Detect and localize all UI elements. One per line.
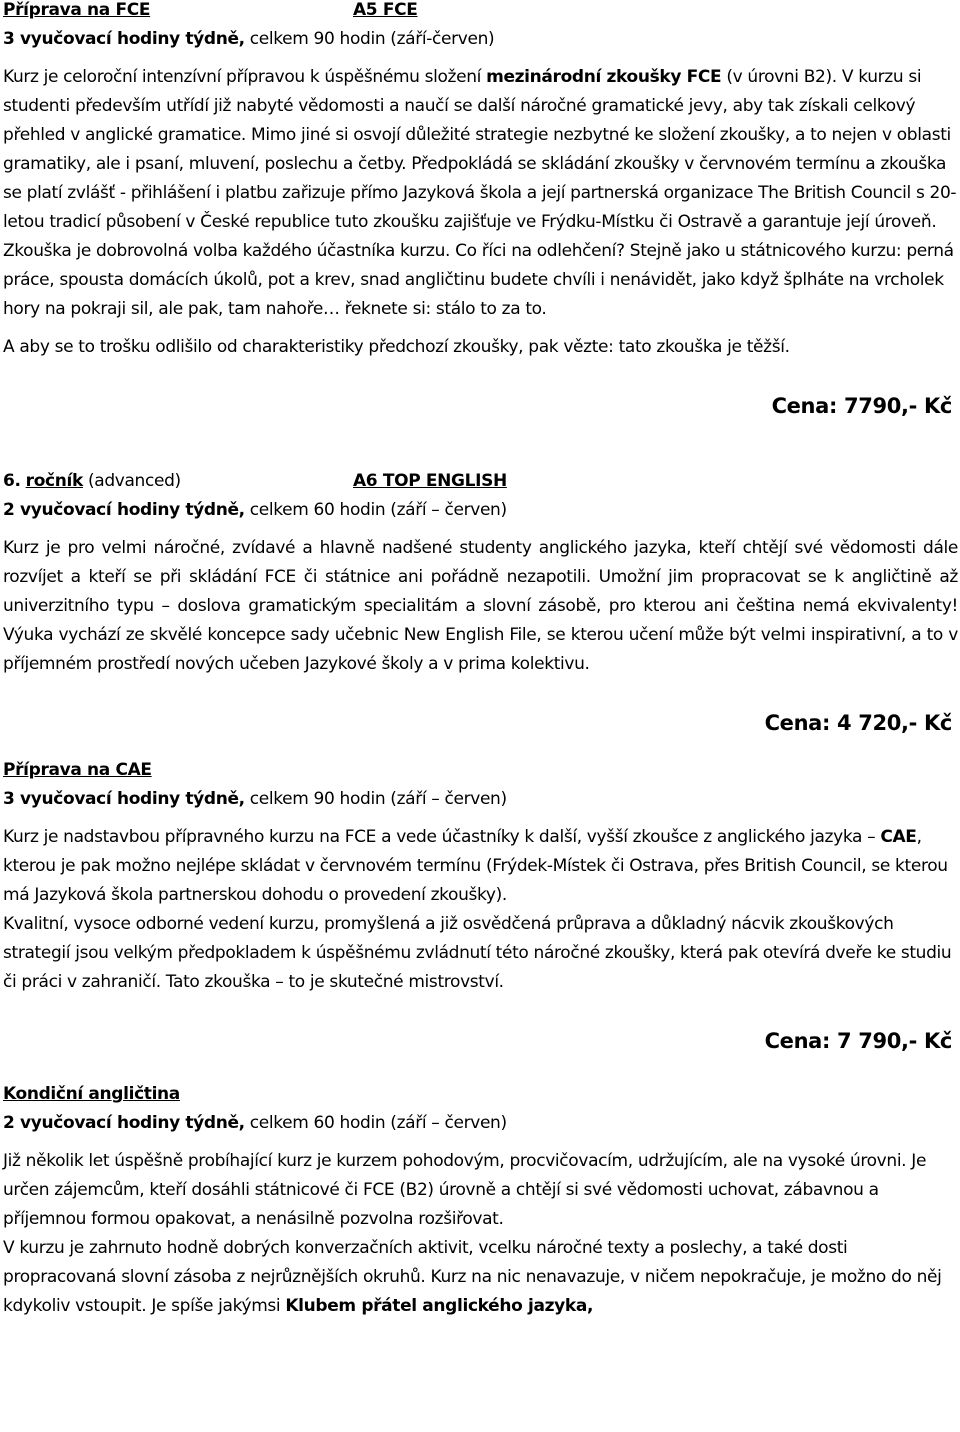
schedule-total: celkem 90 hodin (září-červen) <box>244 29 495 49</box>
section-title: Příprava na CAE <box>3 760 152 780</box>
grade-label <box>3 467 353 496</box>
text-run: Kurz je nadstavbou přípravného kurzu na FCE a vede účastníky k další, vyšší zkoušce z anglického jazyka – <box>3 827 881 847</box>
text-run: , <box>586 1296 594 1316</box>
schedule-line <box>3 1109 958 1138</box>
schedule-total: celkem 60 hodin (září – červen) <box>244 500 507 520</box>
text-run: V kurzu je zahrnuto hodně dobrých konverzačních aktivit, vcelku náročné texty a poslechy, a také dosti propracovaná slovní zásoba z nejrůznějších okruhů. Kurz na nic nenavazuje, v ničem nepokračuje, je možno do něj kdykoliv vstoupit. Je spíše jakýmsi <box>3 1238 942 1316</box>
description-paragraph: A aby se to trošku odlišilo od charakteristiky předchozí zkoušky, pak vězte: tato zkouška je těžší. <box>3 337 790 357</box>
schedule-hours: 2 vyučovací hodiny týdně, <box>3 500 245 520</box>
schedule-hours: 2 vyučovací hodiny týdně, <box>3 1113 245 1133</box>
section-title: Kondiční angličtina <box>3 1084 180 1104</box>
text-run: Kurz je celoroční intenzívní přípravou k úspěšnému složení <box>3 67 487 87</box>
description-paragraph: Již několik let úspěšně probíhající kurz je kurzem pohodovým, procvičovacím, udržujícím, ale na vysoké úrovni. Je určen zájemcům, kteří dosáhli státnicové či FCE (B2) úrovně a chtějí si své vědomosti uchovat, zábavnou a příjemnou formou opakovat, a nenásilně pozvolna rozšiřovat. <box>3 1151 927 1229</box>
description-paragraph <box>3 63 958 324</box>
course-code: A5 FCE <box>353 0 418 20</box>
section-cae <box>3 756 958 1056</box>
course-code: A6 TOP ENGLISH <box>353 471 507 491</box>
text-run-bold: Klubem přátel anglického jazyka <box>285 1296 587 1316</box>
price-label: Cena: 7790,- Kč <box>771 394 952 418</box>
description-paragraph: Kurz je pro velmi náročné, zvídavé a hlavně nadšené studenty anglického jazyka, kteří chtějí své vědomosti dále rozvíjet a kteří se při skládání FCE či státnice ani pořádně nezapotili. Umožní jim propracovat se k angličtině až univerzitního typu – doslova gramatickým specialitám a slovní zásobě, pro kterou ani čeština nemá ekvivalenty! Výuka vychází ze skvělé koncepce sady učebnic New English File, se kterou učení může být velmi inspirativní, a to v příjemném prostředí nových učeben Jazykové školy a v prima kolektivu. <box>3 538 958 674</box>
section-title: Příprava na FCE <box>3 0 151 20</box>
schedule-total: celkem 90 hodin (září – červen) <box>244 789 507 809</box>
schedule-line <box>3 25 958 54</box>
schedule-hours: 3 vyučovací hodiny týdně, <box>3 29 245 49</box>
text-run: (v úrovni B2). V kurzu si studenti především utřídí již nabyté vědomosti a naučí se další náročné gramatické jevy, aby tak získali celkový přehled v anglické gramatice. Mimo jiné si osvojí důležité strategie nezbytné ke složení zkoušky, a to nejen v oblasti gramatiky, ale i psaní, mluvení, poslechu a četby. Předpokládá se skládání zkoušky v červnovém termínu a zkouška se platí zvlášť - přihlášení i platbu zařizuje přímo Jazyková škola a její partnerská organizace The British Council s 20-letou tradicí působení v České republice tuto zkoušku zajišťuje ve Frýdku-Místku či Ostravě a garantuje její úroveň. Zkouška je dobrovolná volba každého účastníka kurzu. Co říci na odlehčení? Stejně jako u státnicového kurzu: perná práce, spousta domácích úkolů, pot a krev, snad angličtinu budete chvíli i nenávidět, jako když šplháte na vrcholek hory na pokraji sil, ale pak, tam nahoře… řeknete si: stálo to za to. <box>3 67 957 319</box>
text-run-bold: CAE <box>880 827 917 847</box>
schedule-line <box>3 785 958 814</box>
schedule-hours: 3 vyučovací hodiny týdně, <box>3 789 245 809</box>
section-header <box>3 1080 958 1109</box>
grade-number: 6. <box>3 471 21 491</box>
section-header <box>3 0 958 25</box>
schedule-total: celkem 60 hodin (září – červen) <box>244 1113 507 1133</box>
section-top-english <box>3 467 958 738</box>
grade-word: ročník <box>25 471 83 491</box>
description-paragraph <box>3 823 958 910</box>
section-header <box>3 756 958 785</box>
price-label: Cena: 4 720,- Kč <box>764 711 952 735</box>
schedule-line <box>3 496 958 525</box>
description-paragraph: Kvalitní, vysoce odborné vedení kurzu, promyšlená a již osvědčená průprava a důkladný nácvik zkouškových strategií jsou velkým předpokladem k úspěšnému zvládnutí této náročné zkoušky, která pak otevírá dveře ke studiu či práci v zahraničí. Tato zkouška – to je skutečné mistrovství. <box>3 914 952 992</box>
section-kondicni <box>3 1080 958 1321</box>
grade-level: (advanced) <box>82 471 181 491</box>
price-label: Cena: 7 790,- Kč <box>764 1029 952 1053</box>
section-fce <box>3 0 958 421</box>
text-run-bold: mezinárodní zkoušky FCE <box>486 67 722 87</box>
description-paragraph <box>3 1234 958 1321</box>
section-header <box>3 467 958 496</box>
text-run: , kterou je pak možno nejlépe skládat v červnovém termínu (Frýdek-Místek či Ostrava, přes British Council, se kterou má Jazyková škola partnerskou dohodu o provedení zkoušky). <box>3 827 948 905</box>
